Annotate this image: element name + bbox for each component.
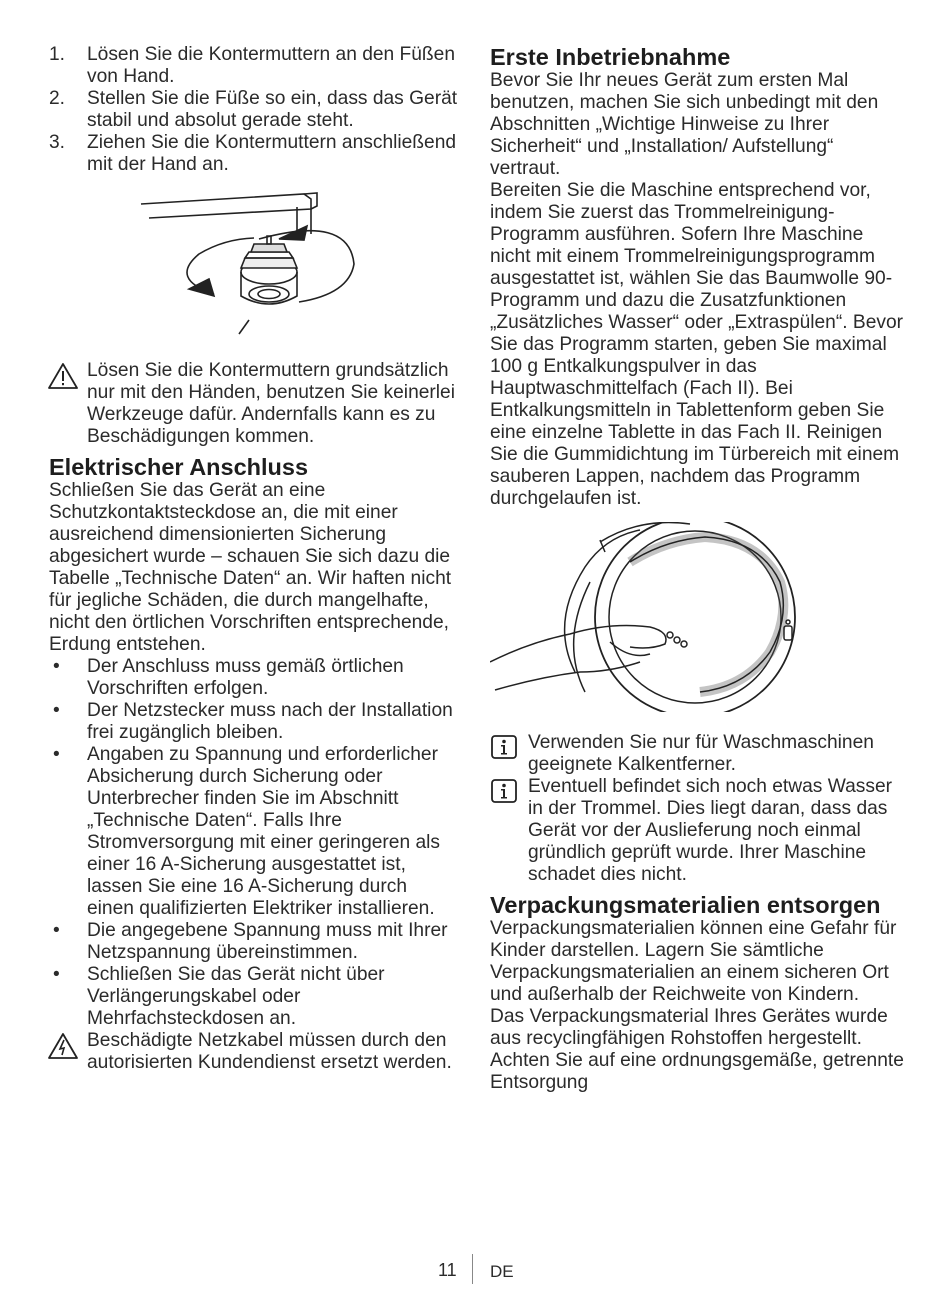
electric-intro: Schließen Sie das Gerät an eine Schutzkontaktsteckdose an, die mit einer ausreichend dimensionierten Sicherung abgesichert wurde – schauen Sie sich dazu die Tabelle „Technische Daten“ an. Wir haften nicht für jegliche Schäden, die durch mangelhafte, nicht den örtlichen Vorschriften entsprechende, Erdung entstehen. xyxy=(49,480,452,655)
bullet-text: Der Anschluss muss gemäß örtlichen Vorschriften erfolgen. xyxy=(87,656,404,699)
left-column xyxy=(49,44,459,1074)
bullet-marker: • xyxy=(53,700,60,721)
step-text: Lösen Sie die Kontermuttern an den Füßen von Hand. xyxy=(87,44,455,87)
packaging-heading: Verpackungsmaterialien entsorgen xyxy=(490,892,881,918)
foot-locknut-illustration xyxy=(49,184,459,354)
packaging-paragraph-1: Verpackungsmaterialien können eine Gefahr für Kinder darstellen. Lagern Sie sämtliche Verpackungsmaterialien an einem sicheren Ort und außerhalb der Reichweite von Kindern. xyxy=(490,918,897,1005)
first-use-paragraph-2: Bereiten Sie die Maschine entsprechend vor, indem Sie zuerst das Trommelreinigung-Programm ausführen. Sofern Ihre Maschine nicht mit einem Trommelreinigungsprogramm ausgestattet ist, wählen Sie das Baumwolle 90-Programm und dazu die Zusatzfunktionen „Zusätzliches Wasser“ oder „Extraspülen“. Bevor Sie das Programm starten, geben Sie maximal 100 g Entkalkungspulver in das Hauptwaschmittelfach (Fach II). Bei Entkalkungsmitteln in Tablettenform geben Sie eine einzelne Tablette in das Fach II. Reinigen Sie die Gummidichtung im Türbereich mit einem sauberen Lappen, nachdem das Programm durchgelaufen ist. xyxy=(490,180,904,509)
bullet-text: Die angegebene Spannung muss mit Ihrer Netzspannung übereinstimmen. xyxy=(87,920,448,963)
bullet-text: Der Netzstecker muss nach der Installation frei zugänglich bleiben. xyxy=(87,700,453,743)
right-column xyxy=(490,44,905,1094)
page-number: 11 xyxy=(438,1260,457,1280)
info-text: Verwenden Sie nur für Waschmaschinen geeignete Kalkentferner. xyxy=(528,732,874,775)
info-note-water xyxy=(490,776,905,886)
info-note-descaler xyxy=(490,732,905,776)
bullet-item xyxy=(49,964,459,1030)
step-item xyxy=(49,132,459,176)
packaging-paragraph-2: Das Verpackungsmaterial Ihres Gerätes wurde aus recyclingfähigen Rohstoffen hergestellt. Achten Sie auf eine ordnungsgemäße, getrennte Entsorgung xyxy=(490,1006,904,1093)
locknut-warning xyxy=(49,360,459,448)
step-number: 3. xyxy=(49,132,66,153)
warning-text: Lösen Sie die Kontermuttern grundsätzlich nur mit den Händen, benutzen Sie keinerlei Werkzeuge dafür. Andernfalls kann es zu Beschädigungen kommen. xyxy=(87,360,455,447)
bullet-item xyxy=(49,920,459,964)
bullet-marker: • xyxy=(53,744,60,765)
bullet-text: Angaben zu Spannung und erforderlicher Absicherung durch Sicherung oder Unterbrecher finden Sie im Abschnitt „Technische Daten“. Falls Ihre Stromversorgung mit einer geringeren als einer 16 A-Sicherung ausgestattet ist, lassen Sie eine 16 A-Sicherung durch einen qualifizierten Elektriker installieren. xyxy=(87,744,441,919)
step-item xyxy=(49,44,459,88)
adjustment-steps xyxy=(49,44,459,176)
bullet-marker: • xyxy=(53,656,60,677)
footer-divider xyxy=(472,1254,473,1284)
bullet-item xyxy=(49,744,459,920)
warning-text: Beschädigte Netzkabel müssen durch den autorisierten Kundendienst ersetzt werden. xyxy=(87,1030,452,1073)
bullet-text: Schließen Sie das Gerät nicht über Verlängerungskabel oder Mehrfachsteckdosen an. xyxy=(87,964,385,1029)
info-icon xyxy=(491,735,517,759)
electric-heading: Elektrischer Anschluss xyxy=(49,454,309,480)
first-use-heading: Erste Inbetriebnahme xyxy=(490,44,731,70)
step-text: Stellen Sie die Füße so ein, dass das Gerät stabil und absolut gerade steht. xyxy=(87,88,458,131)
bullet-marker: • xyxy=(53,964,60,985)
bullet-item xyxy=(49,700,459,744)
first-use-paragraph-1: Bevor Sie Ihr neues Gerät zum ersten Mal benutzen, machen Sie sich unbedingt mit den Abschnitten „Wichtige Hinweise zu Ihrer Sicherheit“ und „Installation/ Aufstellung“ vertraut. xyxy=(490,70,879,179)
info-icon xyxy=(491,779,517,803)
warning-triangle-icon xyxy=(47,362,79,390)
step-item xyxy=(49,88,459,132)
step-text: Ziehen Sie die Kontermuttern anschließend mit der Hand an. xyxy=(87,132,457,175)
electric-bullets xyxy=(49,656,459,1030)
step-number: 2. xyxy=(49,88,66,109)
door-seal-cleaning-illustration xyxy=(490,522,905,712)
language-code: DE xyxy=(490,1262,514,1281)
bullet-marker: • xyxy=(53,920,60,941)
step-number: 1. xyxy=(49,44,66,65)
info-text: Eventuell befindet sich noch etwas Wasser in der Trommel. Dies liegt daran, dass das Gerät vor der Auslieferung noch einmal gründlich geprüft wurde. Ihrer Maschine schadet dies nicht. xyxy=(528,776,893,885)
bullet-item xyxy=(49,656,459,700)
electric-warning-icon xyxy=(47,1032,79,1060)
cable-warning xyxy=(49,1030,459,1074)
